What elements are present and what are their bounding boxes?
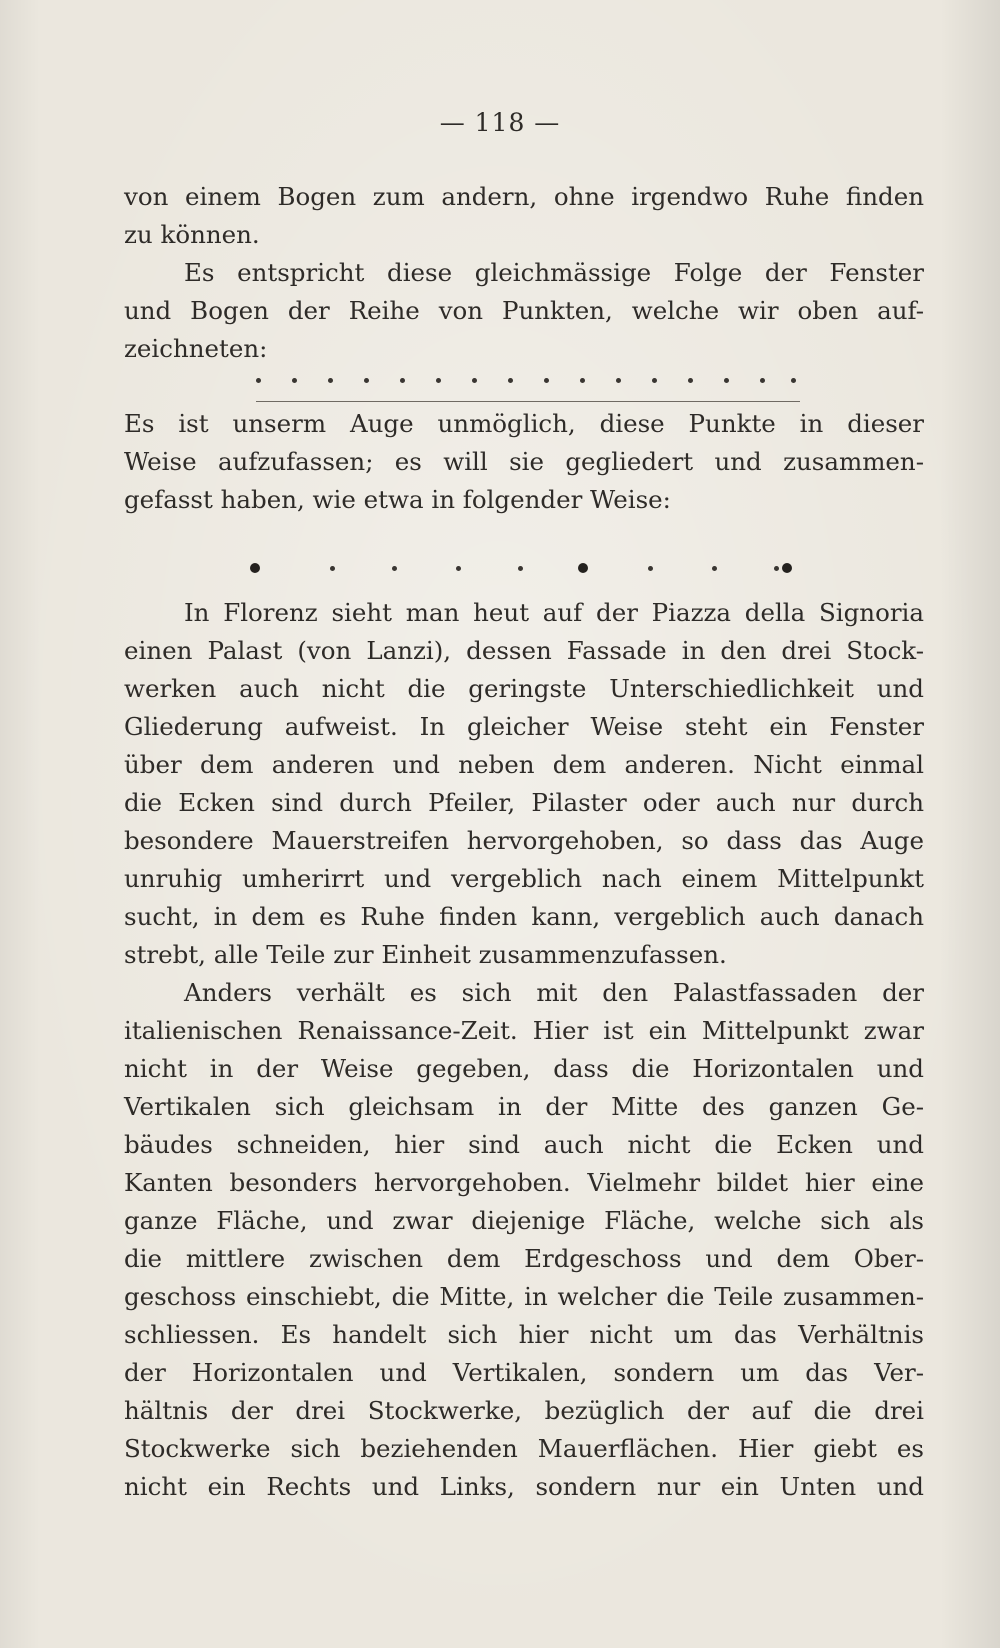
- dot: [508, 378, 513, 383]
- text-line: strebt, alle Teile zur Einheit zusammenzufassen.: [124, 940, 727, 969]
- text-line: Stockwerke sich beziehenden Mauerflächen. Hier giebt es: [124, 1434, 924, 1463]
- dot: [400, 378, 405, 383]
- text-line: schliessen. Es handelt sich hier nicht um das Verhältnis: [124, 1320, 924, 1349]
- text-line: Anders verhält es sich mit den Palastfassaden der: [184, 978, 924, 1007]
- text-line: In Florenz sieht man heut auf der Piazza della Signoria: [184, 598, 924, 627]
- dot: [456, 566, 461, 571]
- text-line: Weise aufzufassen; es will sie gegliedert und zusammen-: [124, 447, 924, 476]
- dot: [652, 378, 657, 383]
- text-block-top: [124, 178, 924, 368]
- dot: [436, 378, 441, 383]
- text-line: der Horizontalen und Vertikalen, sondern um das Ver-: [124, 1358, 924, 1387]
- dot: [712, 566, 717, 571]
- dot-large: [250, 563, 260, 573]
- text-line: von einem Bogen zum andern, ohne irgendwo Ruhe finden: [124, 182, 924, 211]
- text-line: Gliederung aufweist. In gleicher Weise steht ein Fenster: [124, 712, 924, 741]
- dot: [256, 378, 261, 383]
- text-line: Vertikalen sich gleichsam in der Mitte des ganzen Ge-: [124, 1092, 924, 1121]
- dot-row-rule: [256, 401, 800, 402]
- dot: [328, 378, 333, 383]
- text-line: ganze Fläche, und zwar diejenige Fläche, welche sich als: [124, 1206, 924, 1235]
- dot: [292, 378, 297, 383]
- dot: [616, 378, 621, 383]
- text-block-middle: [124, 405, 924, 519]
- text-line: nicht in der Weise gegeben, dass die Horizontalen und: [124, 1054, 924, 1083]
- text-line: und Bogen der Reihe von Punkten, welche wir oben auf-: [124, 296, 924, 325]
- dot: [774, 566, 779, 571]
- page-number: — 118 —: [439, 108, 561, 137]
- dot: [330, 566, 335, 571]
- uniform-dot-row: [256, 378, 796, 390]
- text-line: zeichneten:: [124, 334, 268, 363]
- text-line: Es entspricht diese gleichmässige Folge der Fenster: [184, 258, 924, 287]
- text-line: gefasst haben, wie etwa in folgender Weise:: [124, 485, 671, 514]
- text-block-bottom: [124, 594, 924, 1506]
- dot: [544, 378, 549, 383]
- text-line: die Ecken sind durch Pfeiler, Pilaster oder auch nur durch: [124, 788, 924, 817]
- text-line: unruhig umherirrt und vergeblich nach einem Mittelpunkt: [124, 864, 924, 893]
- text-line: werken auch nicht die geringste Unterschiedlichkeit und: [124, 674, 924, 703]
- dot: [760, 378, 765, 383]
- dot: [472, 378, 477, 383]
- text-line: zu können.: [124, 220, 260, 249]
- dot: [364, 378, 369, 383]
- text-line: die mittlere zwischen dem Erdgeschoss und dem Ober-: [124, 1244, 924, 1273]
- dot: [688, 378, 693, 383]
- text-line: bäudes schneiden, hier sind auch nicht die Ecken und: [124, 1130, 924, 1159]
- text-line: sucht, in dem es Ruhe finden kann, vergeblich auch danach: [124, 902, 924, 931]
- text-line: einen Palast (von Lanzi), dessen Fassade in den drei Stock-: [124, 636, 924, 665]
- dot: [648, 566, 653, 571]
- text-line: hältnis der drei Stockwerke, bezüglich der auf die drei: [124, 1396, 924, 1425]
- dot-large: [782, 563, 792, 573]
- text-line: besondere Mauerstreifen hervorgehoben, so dass das Auge: [124, 826, 924, 855]
- dot: [580, 378, 585, 383]
- dot: [724, 378, 729, 383]
- text-line: Es ist unserm Auge unmöglich, diese Punkte in dieser: [124, 409, 924, 438]
- dot: [791, 378, 796, 383]
- text-line: nicht ein Rechts und Links, sondern nur ein Unten und: [124, 1472, 924, 1501]
- dot: [518, 566, 523, 571]
- grouped-dot-row: [124, 560, 804, 580]
- dot: [392, 566, 397, 571]
- text-line: geschoss einschiebt, die Mitte, in welcher die Teile zusammen-: [124, 1282, 924, 1311]
- text-line: italienischen Renaissance-Zeit. Hier ist ein Mittelpunkt zwar: [124, 1016, 924, 1045]
- text-line: Kanten besonders hervorgehoben. Vielmehr bildet hier eine: [124, 1168, 924, 1197]
- text-line: über dem anderen und neben dem anderen. Nicht einmal: [124, 750, 924, 779]
- dot-large: [578, 563, 588, 573]
